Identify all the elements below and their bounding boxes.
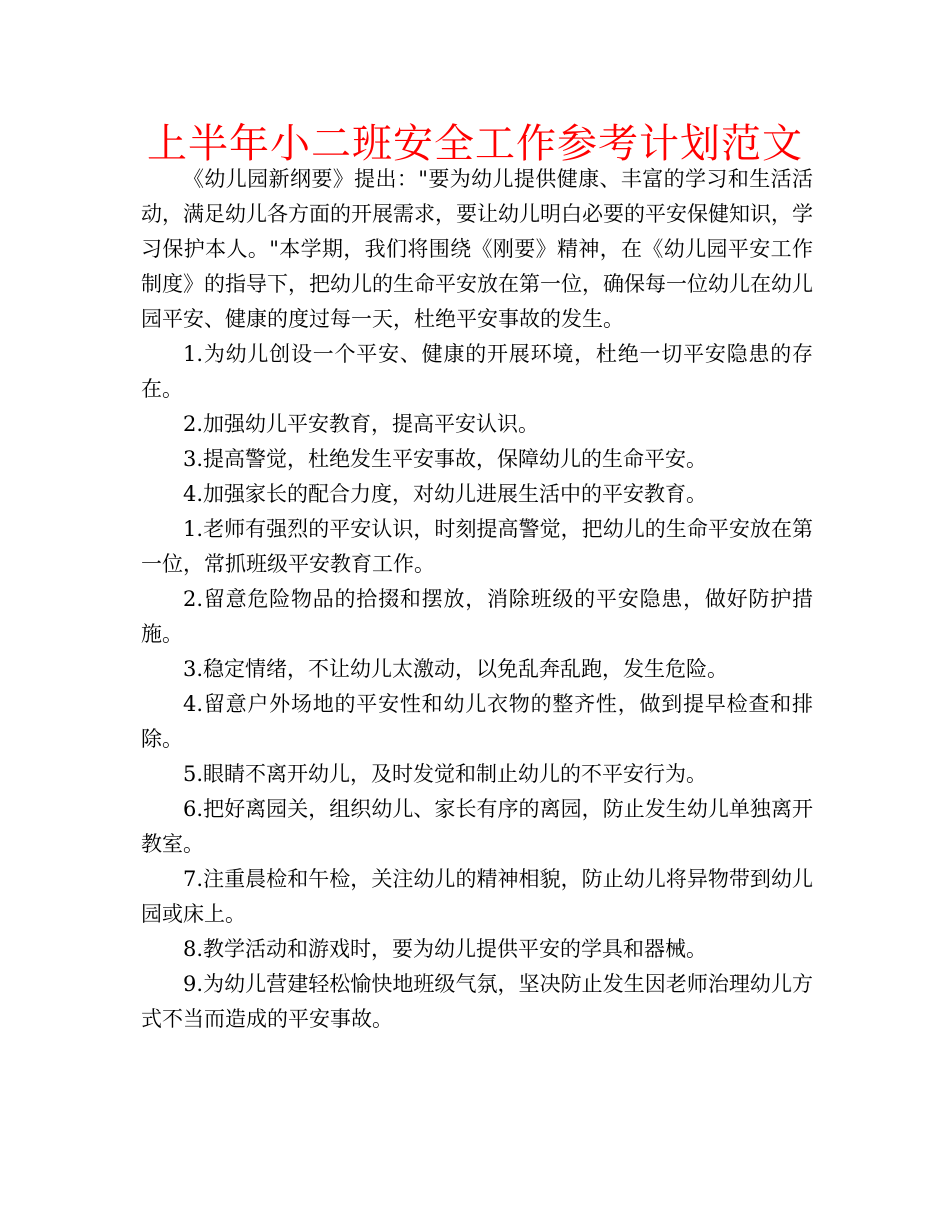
paragraph-measure-1: 1.老师有强烈的平安认识，时刻提高警觉，把幼儿的生命平安放在第一位，常抓班级平安教育工作。 [141,517,813,576]
paragraph-measure-5: 5.眼睛不离开幼儿，及时发觉和制止幼儿的不平安行为。 [183,762,708,786]
paragraph-measure-2: 2.留意危险物品的拾掇和摆放，消除班级的平安隐患，做好防护措施。 [141,587,813,646]
paragraph-goal-2: 2.加强幼儿平安教育，提高平安认识。 [183,412,540,436]
document-title: 上半年小二班安全工作参考计划范文 [147,121,803,167]
paragraph-measure-4: 4.留意户外场地的平安性和幼儿衣物的整齐性，做到提早检查和排除。 [141,692,813,751]
paragraph-goal-1: 1.为幼儿创设一个平安、健康的开展环境，杜绝一切平安隐患的存在。 [141,342,813,401]
paragraph-measure-6: 6.把好离园关，组织幼儿、家长有序的离园，防止发生幼儿单独离开教室。 [141,797,813,856]
paragraph-measure-3: 3.稳定情绪，不让幼儿太激动，以免乱奔乱跑，发生危险。 [183,657,729,681]
paragraph-intro: 《幼儿园新纲要》提出："要为幼儿提供健康、丰富的学习和生活活动，满足幼儿各方面的开展需求，要让幼儿明白必要的平安保健知识，学习保护本人。"本学期，我们将围绕《刚要》精神，在《幼儿园平安工作制度》的指导下，把幼儿的生命平安放在第一位，确保每一位幼儿在幼儿园平安、健康的度过每一天，杜绝平安事故的发生。 [141,167,813,331]
paragraph-measure-8: 8.教学活动和游戏时，要为幼儿提供平安的学具和器械。 [183,937,708,961]
document-body [141,162,813,1037]
paragraph-measure-7: 7.注重晨检和午检，关注幼儿的精神相貌，防止幼儿将异物带到幼儿园或床上。 [141,867,813,926]
paragraph-goal-4: 4.加强家长的配合力度，对幼儿进展生活中的平安教育。 [183,482,708,506]
paragraph-measure-9: 9.为幼儿营建轻松愉快地班级气氛，坚决防止发生因老师治理幼儿方式不当而造成的平安事故。 [141,972,813,1031]
paragraph-goal-3: 3.提高警觉，杜绝发生平安事故，保障幼儿的生命平安。 [183,447,708,471]
